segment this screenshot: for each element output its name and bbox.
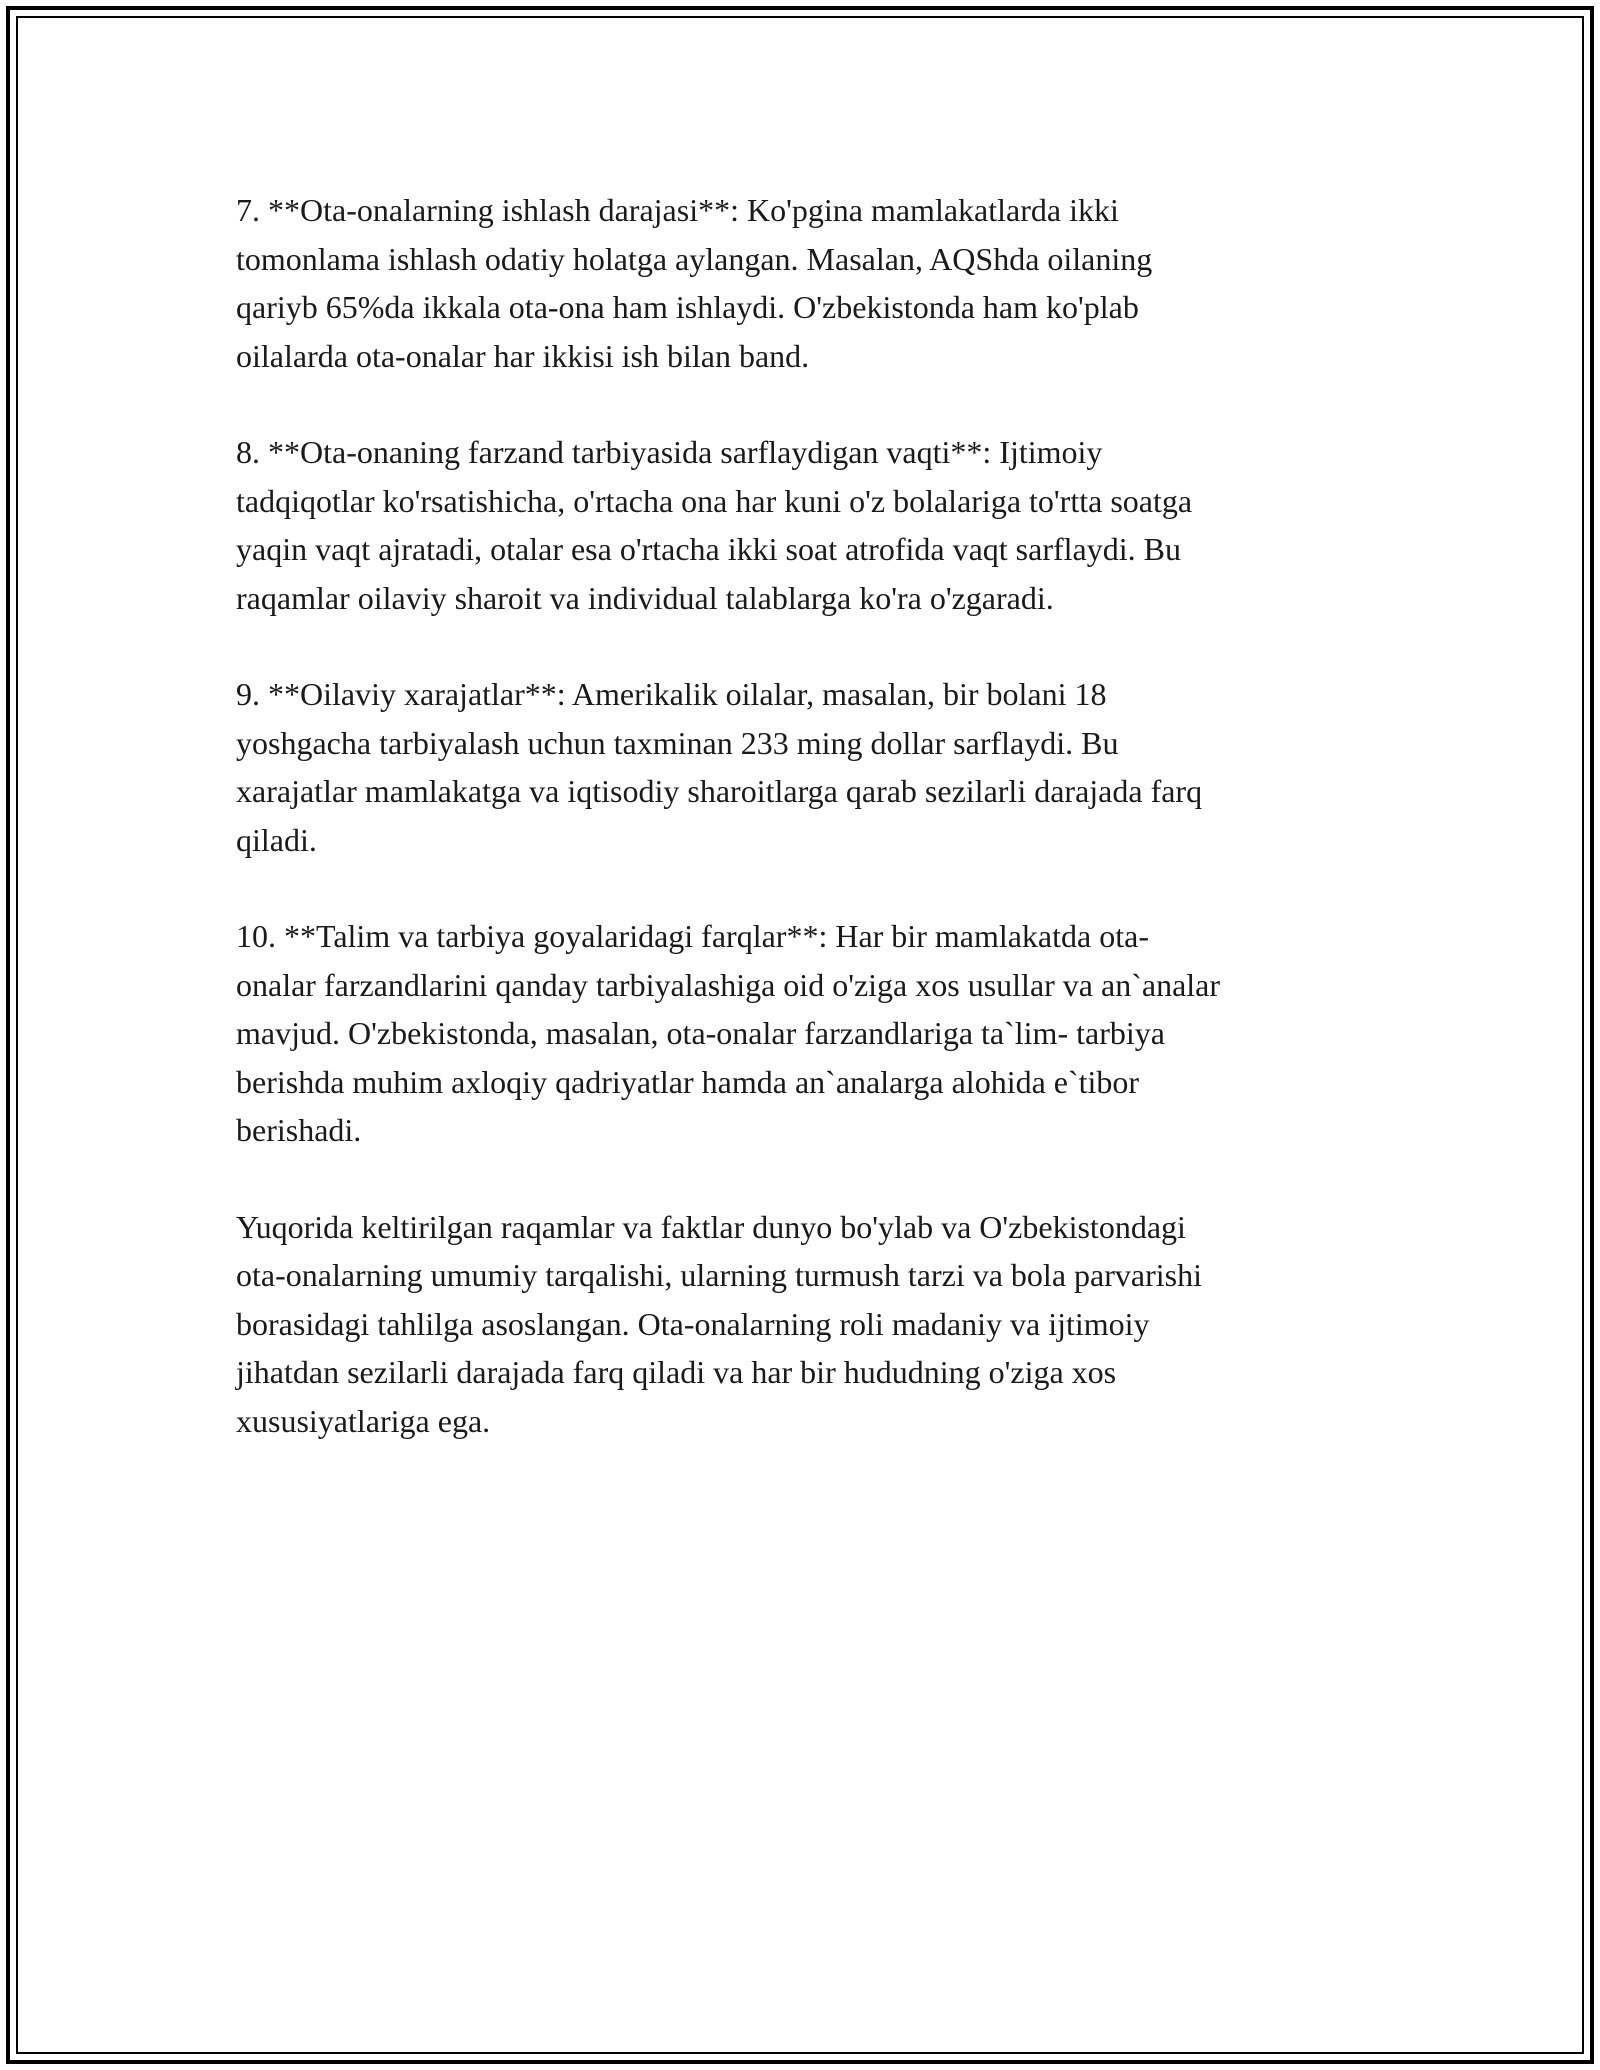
document-body (236, 186, 1376, 1445)
paragraph-item-9: 9. **Oilaviy xarajatlar**: Amerikalik oilalar, masalan, bir bolani 18 yoshgacha tarbiyalash uchun taxminan 233 ming dollar sarflaydi. Bu xarajatlar mamlakatga va iqtisodiy sharoitlarga qarab sezilarli darajada farq qiladi. (236, 676, 1203, 858)
paragraph-item-7: 7. **Ota-onalarning ishlash darajasi**: Ko'pgina mamlakatlarda ikki tomonlama ishlash odatiy holatga aylangan. Masalan, AQShda oilaning qariyb 65%da ikkala ota-ona ham ishlaydi. O'zbekistonda ham ko'plab oilalarda ota-onalar har ikkisi ish bilan band. (236, 192, 1153, 374)
paragraph-conclusion: Yuqorida keltirilgan raqamlar va faktlar dunyo bo'ylab va O'zbekistondagi ota-onalarning umumiy tarqalishi, ularning turmush tarzi va bola parvarishi borasidagi tahlilga asoslangan. Ota-onalarning roli madaniy va ijtimoiy jihatdan sezilarli darajada farq qiladi va har bir hududning o'ziga xos xususiyatlariga ega. (236, 1208, 1202, 1439)
paragraph-item-10: 10. **Talim va tarbiya goyalaridagi farqlar**: Har bir mamlakatda ota- onalar farzandlarini qanday tarbiyalashiga oid o'ziga xos usullar va an`analar mavjud. O'zbekistonda, masalan, ota-onalar farzandlariga ta`lim- tarbiya berishda muhim axloqiy qadriyatlar hamda an`analarga alohida e`tibor berishadi. (236, 918, 1221, 1148)
paragraph-item-8: 8. **Ota-onaning farzand tarbiyasida sarflaydigan vaqti**: Ijtimoiy tadqiqotlar ko'rsatishicha, o'rtacha ona har kuni o'z bolalariga to'rtta soatga yaqin vaqt ajratadi, otalar esa o'rtacha ikki soat atrofida vaqt sarflaydi. Bu raqamlar oilaviy sharoit va individual talablarga ko'ra o'zgaradi. (236, 434, 1193, 616)
